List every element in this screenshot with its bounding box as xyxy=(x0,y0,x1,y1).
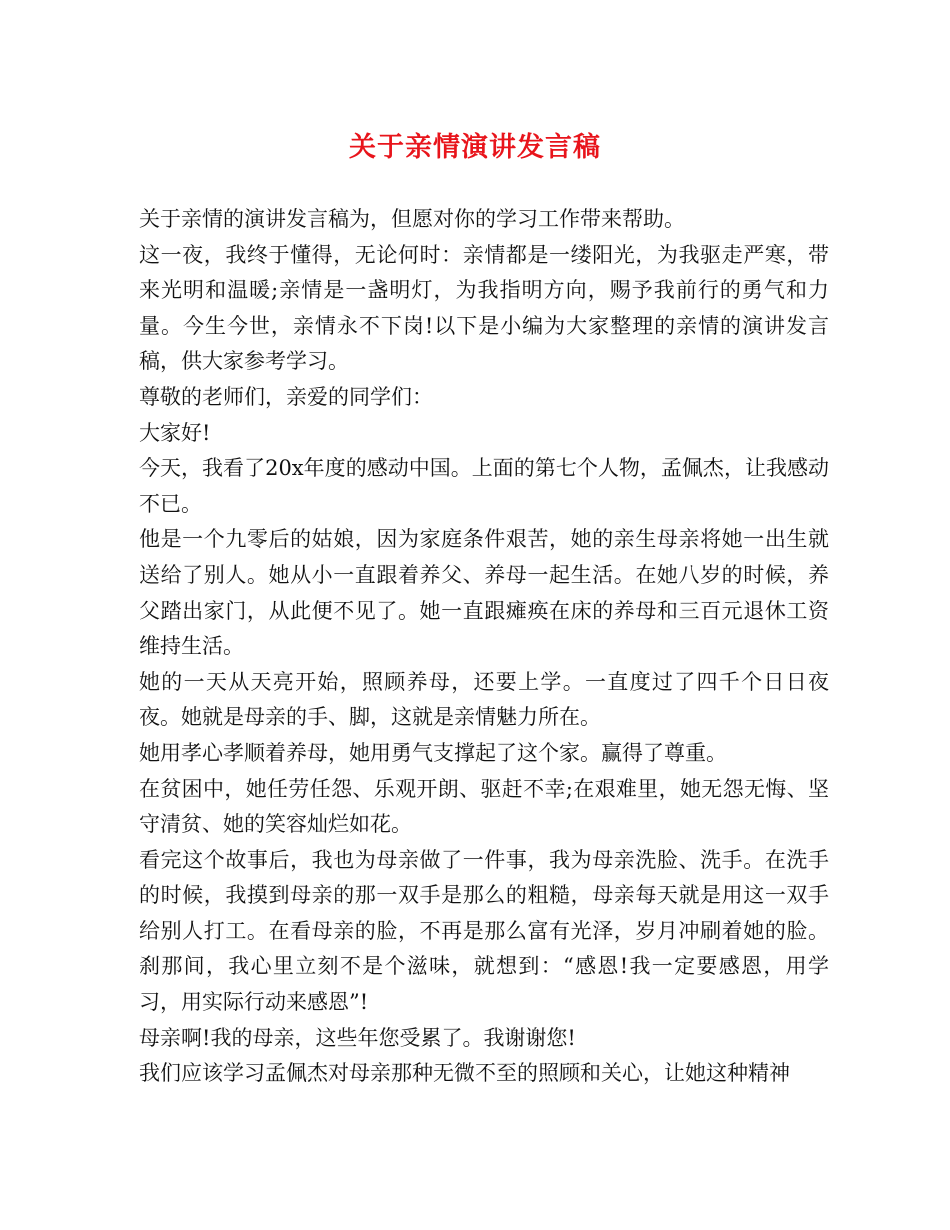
paragraph: 看完这个故事后，我也为母亲做了一件事，我为母亲洗脸、洗手。在洗手的时候，我摸到母亲的那一双手是那么的粗糙，母亲每天就是用这一双手给别人打工。在看母亲的脸，不再是那么富有光泽，岁月冲刷着她的脸。刹那间，我心里立刻不是个滋味，就想到：“感恩!我一定要感恩，用学习，用实际行动来感恩”! xyxy=(139,847,829,1015)
paragraph: 我们应该学习孟佩杰对母亲那种无微不至的照顾和关心，让她这种精神 xyxy=(139,1061,790,1086)
paragraph: 这一夜，我终于懂得，无论何时：亲情都是一缕阳光，为我驱走严寒，带来光明和温暖;亲情是一盏明灯，为我指明方向，赐予我前行的勇气和力量。今生今世，亲情永不下岗!以下是小编为大家整理的亲情的演讲发言稿，供大家参考学习。 xyxy=(139,242,829,374)
paragraph: 母亲啊!我的母亲，这些年您受累了。我谢谢您! xyxy=(139,1025,576,1050)
paragraph: 她的一天从天亮开始，照顾养母，还要上学。一直度过了四千个日日夜夜。她就是母亲的手、脚，这就是亲情魅力所在。 xyxy=(139,669,829,730)
paragraph: 尊敬的老师们，亲爱的同学们： xyxy=(139,384,433,409)
paragraph: 她用孝心孝顺着养母，她用勇气支撑起了这个家。赢得了尊重。 xyxy=(139,740,727,765)
document-body xyxy=(139,202,829,1092)
paragraph: 关于亲情的演讲发言稿为，但愿对你的学习工作带来帮助。 xyxy=(139,207,685,231)
paragraph: 大家好! xyxy=(139,420,211,445)
paragraph: 他是一个九零后的姑娘，因为家庭条件艰苦，她的亲生母亲将她一出生就送给了别人。她从小一直跟着养父、养母一起生活。在她八岁的时候，养父踏出家门，从此便不见了。她一直跟瘫痪在床的养母和三百元退休工资维持生活。 xyxy=(139,527,829,659)
document-title: 关于亲情演讲发言稿 xyxy=(349,132,601,163)
paragraph: 今天，我看了20x年度的感动中国。上面的第七个人物，孟佩杰，让我感动不已。 xyxy=(139,456,829,516)
paragraph: 在贫困中，她任劳任怨、乐观开朗、驱赶不幸;在艰难里，她无怨无悔、坚守清贫、她的笑容灿烂如花。 xyxy=(139,776,829,837)
